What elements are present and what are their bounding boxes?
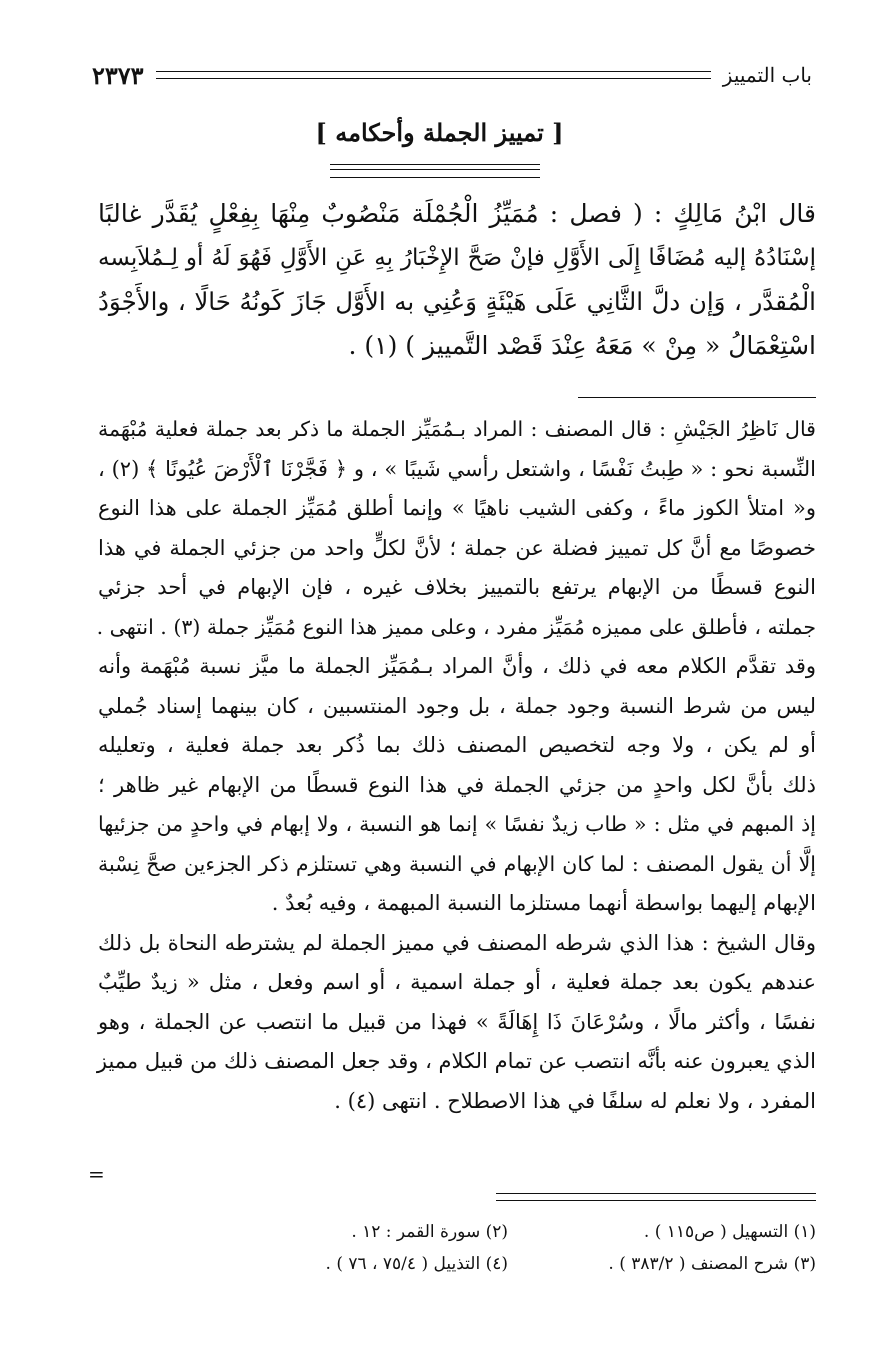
sharh-line: إذ المبهم في مثل : « طاب زيدٌ نفسًا » إنما هو النسبة ، ولا إبهام في واحدٍ من جزئيها <box>98 812 816 836</box>
title-underline <box>330 164 540 178</box>
footnote-row <box>200 1216 816 1248</box>
footnote-rule <box>496 1193 816 1201</box>
footnote-item: (٣) شرح المصنف ( ٣٨٣/٢ ) . <box>608 1254 816 1274</box>
header-rule <box>156 71 711 79</box>
footnote-row <box>200 1248 816 1280</box>
sharh-line: وقال الشيخ : هذا الذي شرطه المصنف في مميز الجملة لم يشترطه النحاة بل ذلك <box>98 930 816 955</box>
sharh-line: النوع قسطًا من الإبهام يرتفع بالتمييز بخلاف غيره ، فإن الإبهام في أحد جزئي <box>98 575 816 599</box>
matn-line: اسْتِعْمَالُ « مِنْ » مَعَهُ عِنْدَ قَصْد التَّمييز ) (١) . <box>348 331 816 360</box>
running-header <box>92 58 812 92</box>
sharh-line: النِّسبة نحو : « طِبتُ نَفْسًا ، واشتعل رأسي شَيبًا » ، و ﴿ فَجَّرْنَا ٱلْأَرْضَ عُيُونًا ﴾ (٢) ، <box>98 456 816 481</box>
sharh-line: الذي يعبرون عنه بأنَّه انتصب عن تمام الكلام ، وقد جعل المصنف ذلك من قبيل مميز <box>96 1049 816 1073</box>
matn-separator <box>578 397 816 398</box>
footnotes <box>200 1216 816 1280</box>
chapter-title: باب التمييز <box>722 63 812 87</box>
sharh-line: قال نَاظِرُ الجَيْشِ : قال المصنف : المراد بـمُمَيِّز الجملة ما ذكر بعد جملة فعلية مُبْهَمة <box>98 417 816 441</box>
matn-text <box>98 192 816 368</box>
margin-mark: = <box>88 1162 105 1186</box>
section-title: [ تمييز الجملة وأحكامه ] <box>315 118 564 147</box>
sharh-text <box>98 410 816 1121</box>
sharh-line: و« امتلأ الكوز ماءً ، وكفى الشيب ناهيًا » وإنما أطلق مُمَيِّز الجملة على هذا النوع <box>98 496 816 520</box>
sharh-line: عندهم يكون بعد جملة فعلية ، أو جملة اسمية ، أو اسم وفعل ، مثل « زيدٌ طيِّبٌ <box>98 970 816 994</box>
sharh-line: نفسًا ، وأكثر مالًا ، وسُرْعَانَ ذَا إِهَالَةً » فهذا من قبيل ما انتصب عن الجملة ، وهو <box>98 1009 816 1034</box>
footnote-item: (٢) سورة القمر : ١٢ . <box>351 1222 508 1242</box>
sharh-line: أو لم يكن ، ولا وجه لتخصيص المصنف ذلك بما ذُكر بعد جملة فعلية ، وتعليله <box>98 733 816 757</box>
sharh-line: وقد تقدَّم الكلام معه في ذلك ، وأنَّ المراد بـمُمَيِّز الجملة ما ميَّز نسبة مُبْهَمة وأنه <box>98 654 816 678</box>
footnote-item: (٤) التذييل ( ٧٥/٤ ، ٧٦ ) . <box>325 1254 508 1274</box>
sharh-line: ذلك بأنَّ لكل واحدٍ من جزئي الجملة في هذا النوع قسطًا من الإبهام غير ظاهر ؛ <box>98 772 816 797</box>
matn-line: الْمُقدَّر ، وَإن دلَّ الثَّانِي عَلَى هَيْئَةٍ وَعُنِي به الأَوَّل جَازَ كَونُهُ حَالًا ، والأَجْوَدُ <box>98 287 816 316</box>
footnote-item: (١) التسهيل ( ص١١٥ ) . <box>643 1222 816 1242</box>
matn-line: قال ابْنُ مَالِكٍ : ( فصل : مُمَيِّزُ الْجُمْلَة مَنْصُوبٌ مِنْهَا بِفِعْلٍ يُقَدَّر غالبًا <box>98 199 816 228</box>
sharh-line: جملته ، فأطلق على مميزه مُمَيِّز مفرد ، وعلى مميز هذا النوع مُمَيِّز جملة (٣) . انتهى . <box>96 614 816 639</box>
matn-line: إسْنَادُهُ إليه مُضَافًا إِلَى الأَوَّلِ فإنْ صَحَّ الإِخْبَارُ بِهِ عَنِ الأَوَّلِ فَهُوَ لَهُ أو لِـمُلاَبِسه <box>98 245 816 271</box>
sharh-line: ليس من شرط النسبة وجود جملة ، بل وجود المنتسبين ، كان بينهما إسناد جُملي <box>98 693 816 718</box>
page-number: ٢٣٧٣ <box>92 60 144 90</box>
sharh-line: الإبهام إليهما بواسطة أنهما مستلزما النسبة المبهمة ، وفيه بُعدٌ . <box>271 891 816 915</box>
sharh-line: المفرد ، ولا نعلم له سلفًا في هذا الاصطلاح . انتهى (٤) . <box>334 1088 816 1113</box>
sharh-line: إلَّا أن يقول المصنف : لما كان الإبهام في النسبة وهي تستلزم ذكر الجزءين صحَّ نِسْبة <box>98 851 816 876</box>
sharh-line: خصوصًا مع أنَّ كل تمييز فضلة عن جملة ؛ لأنَّ لكلٍّ واحد من جزئي الجملة في هذا <box>98 535 816 560</box>
